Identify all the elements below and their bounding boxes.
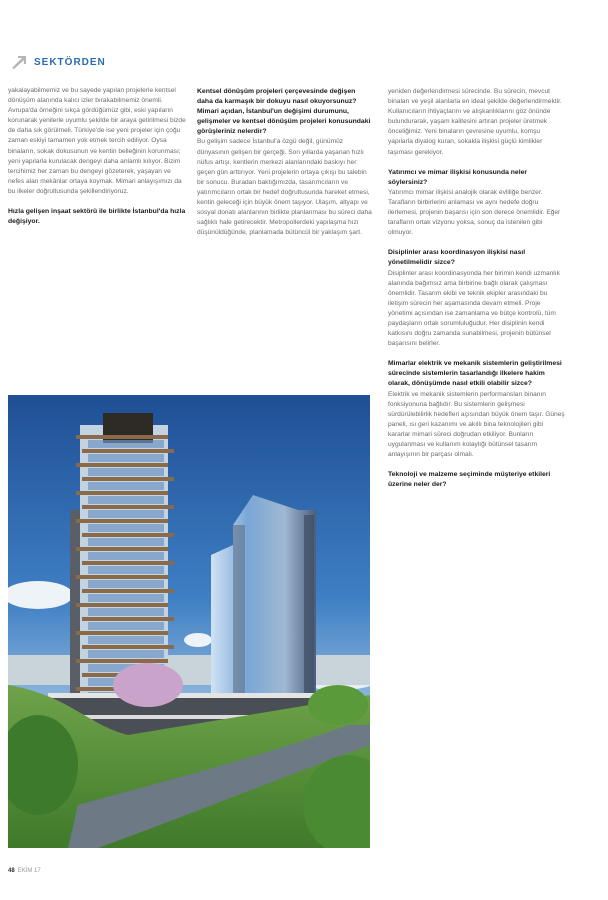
article-column-3	[388, 87, 566, 490]
balcony-slat	[82, 645, 174, 649]
body-paragraph: Yatırımcı mimar ilişkisi analojik olarak evliliğe benzer. Tarafların birbirlerini anlaması ve aynı hedefe doğru ilerlemesi, projenin başarısı için son derece önemlidir. Eğer tarafların ortak vizyonu yoksa, sonuç da istenilen gibi olmuyor.	[388, 188, 561, 237]
balcony-slat	[76, 603, 168, 607]
section-header	[10, 55, 106, 69]
question-heading: Hızla gelişen inşaat sektörü ile birlikte İstanbul'da hızla değişiyor.	[8, 208, 186, 226]
balcony-slat	[76, 631, 168, 635]
glass-tower-edge	[304, 515, 314, 695]
arrow-up-right-icon	[10, 55, 28, 69]
window-band	[88, 510, 164, 518]
balcony-slat	[76, 547, 168, 551]
question-heading: Disiplinler arası koordinasyon ilişkisi nasıl yönetilmelidir sizce?	[388, 249, 526, 267]
podium-slab	[48, 693, 338, 698]
window-band	[88, 622, 164, 630]
window-band	[88, 468, 164, 476]
page-footer	[8, 868, 41, 874]
balcony-slat	[82, 533, 174, 537]
question-heading: Yatırımcı ve mimar ilişkisi konusunda neler söylersiniz?	[388, 168, 528, 186]
window-band	[88, 594, 164, 602]
body-paragraph: yeniden değerlendirmesi sürecinde. Bu sürecin, mevcut binaları ve yeşil alanlarla en ideal şekilde değerlendirmektir. Kullanıcıların ihtiyaçlarını ve alışkanlıklarını göz önünde bulundurarak, yaşam kalitesini artıran projeler üretmek önceliğimiz. Yeni binaların çevresine uyumlu, komşu yapılarla diyalog kuran, sokakla ilişkisi güçlü kimlikler taşıması gerekiyor.	[388, 88, 562, 156]
balcony-slat	[76, 659, 168, 663]
page-number: 48	[8, 868, 15, 874]
balcony-slat	[82, 617, 174, 621]
balcony-slat	[82, 449, 174, 453]
cloud	[184, 633, 212, 647]
body-paragraph: Bu gelişim sadece İstanbul'a özgü değil, günümüz dünyasının gelişen bir gerçeği. Son yıllarda yaşanan hızlı nüfus artışı, kentlerin merkezi alanlarındaki baskıyı her geçen gün arttırıyor. Yeni projelerin ortaya çıkışı bu talebin bir sonucu. Buradan baktığımızda, tasarımcıların ve yatırımcıların ortak bir hedef doğrultusunda hareket etmesi, kentin geleceği için büyük önem taşıyor. Ulaşım, altyapı ve sosyal donatı alanlarının birlikte planlanması bu süreci daha sağlıklı hale getirecektir. Metropollerdeki yapılaşma hızı düşünüldüğünde, planlamada bütüncül bir yaklaşım şart.	[197, 138, 372, 237]
window-band	[88, 566, 164, 574]
tree	[308, 685, 368, 725]
balcony-slat	[76, 435, 168, 439]
body-paragraph: Disiplinler arası koordinasyonda her birimin kendi uzmanlık alanında bağımsız ama birbirine bağlı olarak çalışması önemlidir. Tasarım ekibi ve teknik ekipler arasındaki bu iletişim sürecin her aşamasında devam etmeli. Proje yönetimi açısından ise zamanlama ve bütçe kontrolü, tüm paydaşların ortak sorumluluğudur. Her disiplinin kendi katkısını doğru zamanda sunabilmesi, projenin bütünsel başarısını belirler.	[388, 269, 560, 348]
window-band	[88, 496, 164, 504]
question-heading: Mimarlar elektrik ve mekanik sistemlerin geliştirilmesi sürecinde sistemlerin tasarlandığı ilkelere hakim olarak, dönüşümde nasıl etkili olabilir sizce?	[388, 360, 562, 388]
body-paragraph: yakalayabilmemiz ve bu sayede yapılan projelerle kentsel dönüşüm alanında kalıcı izler bırakabilmemiz önemli. Avrupa'da örneğini sıkça gördüğümüz gibi, eski yapıların korunarak yenilerle uyumlu şekilde bir araya getirilmesi bizde de daha sık görülmeli. Türkiye'de ise yeni projeler için çoğu zaman eskiyi tamamen yok etmek tercih ediliyor. Oysa binaların, sokak dokusunun ve kentin belleğinin korunması; yeni yapılarla kurulacak dengeyi daha anlamlı kılıyor. Bizim tercihimiz her zaman bu dengeyi gözeterek, yaşayan ve nefes alan mekânlar ortaya koymak. Mimari anlayışımızı da bu ilkeler doğrultusunda şekillendiriyoruz.	[8, 87, 186, 195]
section-title: SEKTÖRDEN	[34, 56, 106, 68]
window-band	[88, 524, 164, 532]
window-band	[88, 482, 164, 490]
question-heading: Teknoloji ve malzeme seçiminde müşteriye etkileri üzerine neler der?	[388, 471, 551, 489]
window-band	[88, 636, 164, 644]
building-illustration	[8, 395, 370, 848]
article-column-2	[197, 87, 373, 248]
balcony-slat	[82, 505, 174, 509]
article-column-1	[8, 86, 186, 227]
window-band	[88, 440, 164, 448]
window-band	[88, 538, 164, 546]
body-paragraph: Elektrik ve mekanik sistemlerin performansları binanın fonksiyonuna bağlıdır. Bu sistemlerin gelişmesi sürdürülebilirlik hedefleri açısından büyük önem taşır. Güneş paneli, ısı geri kazanımı ve akıllı bina teknolojileri gibi kararlar mimari süreci doğrudan etkiliyor. Bunların uygulanması ve kullanım kolaylığı bütünsel tasarım anlayışının bir parçası olmalı.	[388, 390, 565, 459]
balcony-slat	[76, 463, 168, 467]
balcony-slat	[76, 519, 168, 523]
balcony-slat	[76, 575, 168, 579]
balcony-slat	[82, 589, 174, 593]
window-band	[88, 580, 164, 588]
window-band	[88, 552, 164, 560]
balcony-slat	[82, 477, 174, 481]
window-band	[88, 454, 164, 462]
glass-tower-edge	[233, 525, 245, 695]
issue-date: EKİM 17	[17, 868, 41, 874]
window-band	[88, 608, 164, 616]
window-band	[88, 650, 164, 658]
question-heading: Kentsel dönüşüm projeleri çerçevesinde değişen daha da karmaşık bir dokuyu nasıl okuyorsunuz? Mimari açıdan, İstanbul'un değişimi durumunu, gelişmeler ve kentsel dönüşüm projeleri konusundaki görüşleriniz nelerdir?	[197, 88, 371, 136]
flowering-tree	[113, 663, 183, 707]
balcony-slat	[82, 561, 174, 565]
building-rendering-photo	[8, 395, 370, 848]
balcony-slat	[76, 491, 168, 495]
